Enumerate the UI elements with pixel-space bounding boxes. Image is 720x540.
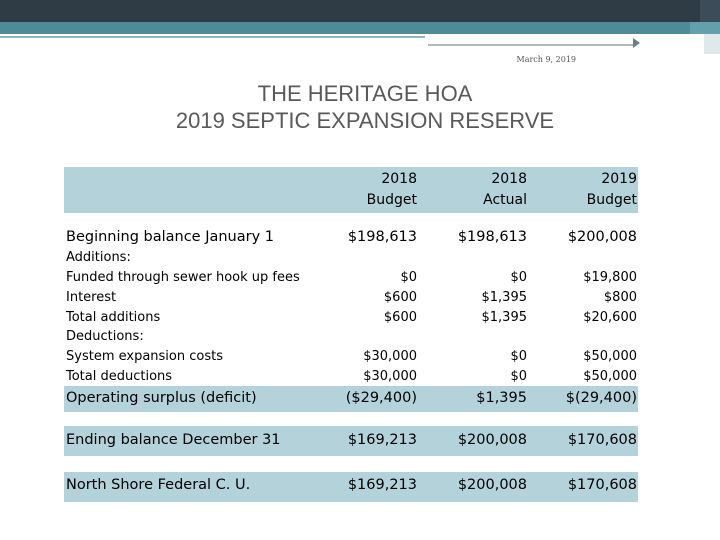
header-accent-bar xyxy=(0,22,720,34)
cell-sewer-fees-2019-budget: $19,800 xyxy=(583,270,637,285)
row-label-additions: Additions: xyxy=(66,250,131,265)
cell-interest-2019-budget: $800 xyxy=(603,290,637,305)
cell-operating-2019-budget: $(29,400) xyxy=(565,390,637,406)
cell-operating-2018-actual: $1,395 xyxy=(476,390,527,406)
column-header-2019-budget xyxy=(538,169,637,211)
cell-total-deductions-2018-budget: $30,000 xyxy=(363,369,417,384)
column-header-2018-budget xyxy=(318,169,417,211)
cell-system-costs-2018-actual: $0 xyxy=(510,349,527,364)
cell-system-costs-2019-budget: $50,000 xyxy=(583,349,637,364)
cell-interest-2018-budget: $600 xyxy=(383,290,417,305)
column-label: Budget xyxy=(586,192,637,208)
column-year: 2018 xyxy=(381,171,417,187)
row-label-ending: Ending balance December 31 xyxy=(66,432,281,448)
column-label: Budget xyxy=(366,192,417,208)
title-line-2: 2019 SEPTIC EXPANSION RESERVE xyxy=(175,108,555,133)
row-label-system-costs: System expansion costs xyxy=(66,349,223,364)
cell-system-costs-2018-budget: $30,000 xyxy=(363,349,417,364)
side-strip xyxy=(704,34,720,54)
date-label: March 9, 2019 xyxy=(516,55,576,64)
column-header-2018-actual xyxy=(430,169,527,211)
cell-interest-2018-actual: $1,395 xyxy=(481,290,527,305)
cell-ending-2019-budget: $170,608 xyxy=(567,432,637,448)
row-label-north-shore: North Shore Federal C. U. xyxy=(66,477,251,493)
cell-ending-2018-actual: $200,008 xyxy=(457,432,527,448)
column-label: Actual xyxy=(483,192,527,208)
header-accent-bar-end xyxy=(690,22,720,34)
cell-sewer-fees-2018-actual: $0 xyxy=(510,270,527,285)
row-label-sewer-fees: Funded through sewer hook up fees xyxy=(66,270,300,285)
divider-line xyxy=(428,44,636,46)
cell-beginning-2018-actual: $198,613 xyxy=(457,229,527,245)
column-year: 2019 xyxy=(601,171,637,187)
row-label-total-deductions: Total deductions xyxy=(66,369,173,384)
cell-north-shore-2019-budget: $170,608 xyxy=(567,477,637,493)
tab-arrow-icon xyxy=(633,38,640,48)
page-title xyxy=(80,80,650,134)
title-line-1: THE HERITAGE HOA xyxy=(257,81,473,106)
row-label-total-additions: Total additions xyxy=(66,310,161,325)
row-label-deductions: Deductions: xyxy=(66,329,144,344)
cell-total-additions-2018-budget: $600 xyxy=(383,310,417,325)
row-label-interest: Interest xyxy=(66,290,117,305)
row-label-operating: Operating surplus (deficit) xyxy=(66,390,257,406)
cell-total-additions-2019-budget: $20,600 xyxy=(583,310,637,325)
cell-beginning-2018-budget: $198,613 xyxy=(347,229,417,245)
cell-total-additions-2018-actual: $1,395 xyxy=(481,310,527,325)
row-label-beginning: Beginning balance January 1 xyxy=(66,229,275,245)
header-bar-corner xyxy=(700,0,720,22)
column-year: 2018 xyxy=(491,171,527,187)
cell-operating-2018-budget: ($29,400) xyxy=(345,390,417,406)
cell-total-deductions-2019-budget: $50,000 xyxy=(583,369,637,384)
header-bar xyxy=(0,0,700,22)
divider-line xyxy=(0,36,425,38)
cell-ending-2018-budget: $169,213 xyxy=(347,432,417,448)
cell-sewer-fees-2018-budget: $0 xyxy=(400,270,417,285)
cell-beginning-2019-budget: $200,008 xyxy=(567,229,637,245)
cell-total-deductions-2018-actual: $0 xyxy=(510,369,527,384)
cell-north-shore-2018-budget: $169,213 xyxy=(347,477,417,493)
cell-north-shore-2018-actual: $200,008 xyxy=(457,477,527,493)
